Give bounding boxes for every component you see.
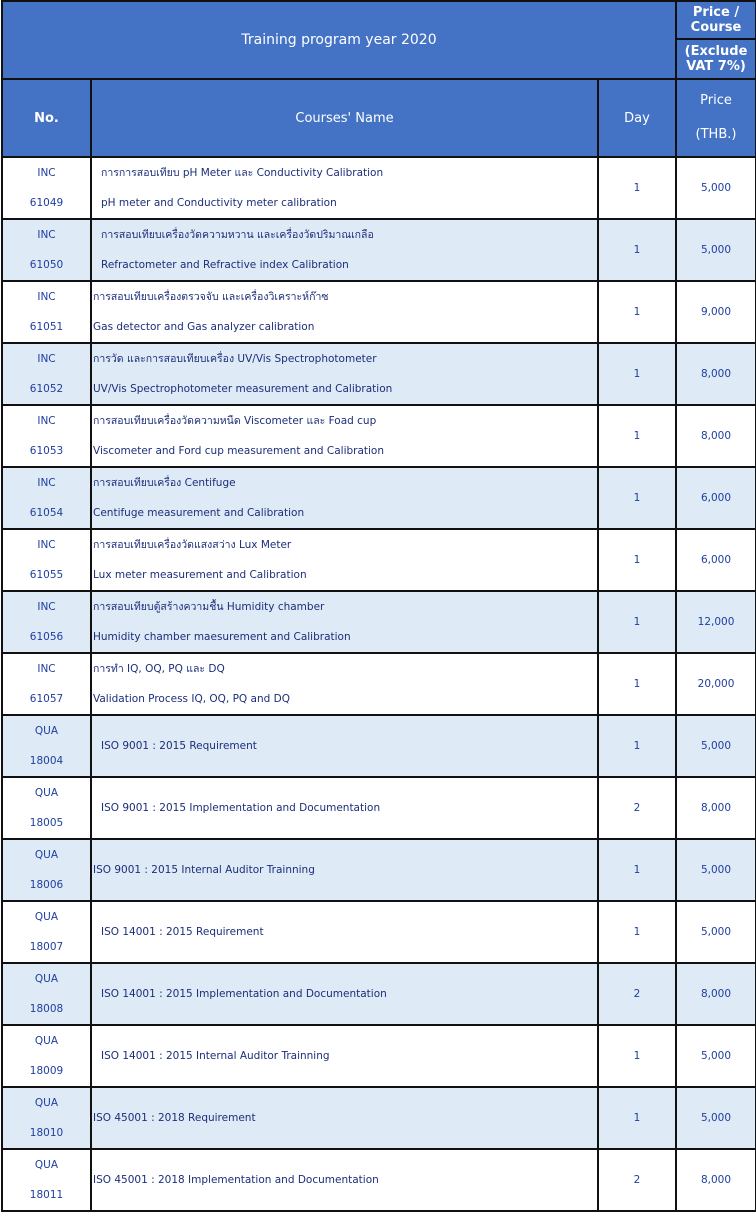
price-header-unit: (THB.): [695, 127, 737, 142]
course-name-thai: การสอบเทียบเครื่องวัดแสงสว่าง Lux Meter: [93, 539, 292, 551]
course-name: [91, 529, 598, 591]
table-row: [2, 1149, 756, 1211]
course-name: [91, 1087, 598, 1149]
course-days: 1: [598, 157, 676, 219]
course-days: 1: [598, 343, 676, 405]
course-price: 5,000: [676, 1025, 756, 1087]
course-price: 5,000: [676, 839, 756, 901]
course-number: 61053: [29, 445, 64, 457]
course-name-english: Refractometer and Refractive index Calibration: [101, 259, 349, 271]
course-name-english: UV/Vis Spectrophotometer measurement and Calibration: [93, 383, 393, 395]
table-title: Training program year 2020: [2, 1, 676, 79]
course-price: 5,000: [676, 715, 756, 777]
course-prefix: QUA: [34, 849, 59, 861]
course-name: [91, 157, 598, 219]
course-code: [2, 963, 91, 1025]
course-price: 8,000: [676, 343, 756, 405]
course-days: 1: [598, 591, 676, 653]
course-number: 18006: [29, 879, 64, 891]
course-name: [91, 653, 598, 715]
course-prefix: QUA: [34, 911, 59, 923]
course-number: 61051: [29, 321, 64, 333]
course-number: 61049: [29, 197, 64, 209]
course-prefix: QUA: [34, 973, 59, 985]
training-program-table: [1, 0, 756, 1212]
course-price: 8,000: [676, 1149, 756, 1211]
course-prefix: QUA: [34, 1097, 59, 1109]
course-name-text: ISO 9001 : 2015 Requirement: [101, 740, 257, 752]
course-prefix: INC: [37, 229, 56, 241]
column-header-no: No.: [2, 79, 91, 157]
course-days: 2: [598, 777, 676, 839]
course-code: [2, 715, 91, 777]
course-number: 18007: [29, 941, 64, 953]
course-name: [91, 715, 598, 777]
course-price: 8,000: [676, 777, 756, 839]
course-name-english: Lux meter measurement and Calibration: [93, 569, 307, 581]
course-name: [91, 777, 598, 839]
course-name: [91, 281, 598, 343]
course-price: 5,000: [676, 1087, 756, 1149]
course-name: [91, 343, 598, 405]
course-name: [91, 591, 598, 653]
course-prefix: INC: [37, 291, 56, 303]
price-header-label: Price: [700, 93, 732, 108]
table-row: [2, 839, 756, 901]
course-name: [91, 1149, 598, 1211]
course-name: [91, 405, 598, 467]
course-price: 6,000: [676, 529, 756, 591]
course-prefix: QUA: [34, 1159, 59, 1171]
course-name-thai: การสอบเทียบเครื่องวัดความหนืด Viscometer และ Foad cup: [93, 415, 377, 427]
course-days: 1: [598, 281, 676, 343]
course-days: 1: [598, 467, 676, 529]
course-name: [91, 901, 598, 963]
course-prefix: INC: [37, 601, 56, 613]
course-code: [2, 839, 91, 901]
course-code: [2, 467, 91, 529]
table-row: [2, 901, 756, 963]
course-code: [2, 901, 91, 963]
course-days: 1: [598, 529, 676, 591]
course-days: 1: [598, 405, 676, 467]
course-name-text: ISO 9001 : 2015 Internal Auditor Trainning: [93, 864, 315, 876]
course-price: 5,000: [676, 219, 756, 281]
course-name-english: Gas detector and Gas analyzer calibration: [93, 321, 315, 333]
course-code: [2, 157, 91, 219]
course-code: [2, 1025, 91, 1087]
course-name: [91, 467, 598, 529]
course-code: [2, 653, 91, 715]
course-name-text: ISO 14001 : 2015 Internal Auditor Trainning: [101, 1050, 330, 1062]
course-number: 18010: [29, 1127, 64, 1139]
table-row: [2, 777, 756, 839]
course-code: [2, 281, 91, 343]
course-price: 5,000: [676, 157, 756, 219]
course-number: 18009: [29, 1065, 64, 1077]
course-name-thai: การสอบเทียบตู้สร้างความชื้น Humidity chamber: [93, 601, 325, 613]
course-days: 1: [598, 653, 676, 715]
course-name: [91, 839, 598, 901]
course-number: 61052: [29, 383, 64, 395]
course-prefix: INC: [37, 167, 56, 179]
course-name-text: ISO 45001 : 2018 Implementation and Documentation: [93, 1174, 379, 1186]
course-days: 2: [598, 1149, 676, 1211]
course-name-text: ISO 45001 : 2018 Requirement: [93, 1112, 256, 1124]
course-name-thai: การการสอบเทียบ pH Meter และ Conductivity Calibration: [101, 167, 384, 179]
table-row: [2, 653, 756, 715]
course-days: 1: [598, 839, 676, 901]
table-row: [2, 157, 756, 219]
course-name-thai: การทำ IQ, OQ, PQ และ DQ: [93, 663, 225, 675]
price-per-course-header: Price / Course: [676, 1, 756, 39]
course-name-english: Humidity chamber maesurement and Calibration: [93, 631, 351, 643]
course-code: [2, 529, 91, 591]
course-price: 9,000: [676, 281, 756, 343]
course-name-thai: การสอบเทียบเครื่องตรวจจับ และเครื่องวิเคราะห์ก๊าซ: [93, 291, 329, 303]
course-name-text: ISO 14001 : 2015 Implementation and Documentation: [101, 988, 387, 1000]
vat-note-header: (Exclude VAT 7%): [676, 39, 756, 79]
course-name-english: Viscometer and Ford cup measurement and Calibration: [93, 445, 385, 457]
course-name-text: ISO 9001 : 2015 Implementation and Documentation: [101, 802, 381, 814]
course-price: 20,000: [676, 653, 756, 715]
course-prefix: QUA: [34, 1035, 59, 1047]
course-prefix: INC: [37, 663, 56, 675]
course-name-thai: การสอบเทียบเครื่อง Centifuge: [93, 477, 236, 489]
course-number: 18008: [29, 1003, 64, 1015]
course-prefix: QUA: [34, 725, 59, 737]
course-price: 6,000: [676, 467, 756, 529]
course-prefix: QUA: [34, 787, 59, 799]
table-row: [2, 591, 756, 653]
course-name-thai: การวัด และการสอบเทียบเครื่อง UV/Vis Spectrophotometer: [93, 353, 377, 365]
course-code: [2, 591, 91, 653]
table-row: [2, 405, 756, 467]
course-days: 2: [598, 963, 676, 1025]
course-number: 18011: [29, 1189, 64, 1201]
column-header-day: Day: [598, 79, 676, 157]
course-code: [2, 1149, 91, 1211]
course-code: [2, 777, 91, 839]
course-name-text: ISO 14001 : 2015 Requirement: [101, 926, 264, 938]
course-name: [91, 963, 598, 1025]
course-code: [2, 343, 91, 405]
table-row: [2, 343, 756, 405]
course-number: 61055: [29, 569, 64, 581]
course-days: 1: [598, 1025, 676, 1087]
table-row: [2, 529, 756, 591]
course-code: [2, 1087, 91, 1149]
course-days: 1: [598, 1087, 676, 1149]
course-number: 61054: [29, 507, 64, 519]
course-name-thai: การสอบเทียบเครื่องวัดความหวาน และเครื่องวัดปริมาณเกลือ: [101, 229, 374, 241]
column-header-course-name: Courses' Name: [91, 79, 598, 157]
course-number: 61056: [29, 631, 64, 643]
table-row: [2, 715, 756, 777]
course-name-english: pH meter and Conductivity meter calibration: [101, 197, 337, 209]
course-number: 61057: [29, 693, 64, 705]
table-row: [2, 467, 756, 529]
table-row: [2, 281, 756, 343]
column-header-price: [676, 79, 756, 157]
course-price: 8,000: [676, 405, 756, 467]
course-code: [2, 405, 91, 467]
table-row: [2, 219, 756, 281]
course-name: [91, 219, 598, 281]
table-row: [2, 1025, 756, 1087]
course-days: 1: [598, 219, 676, 281]
course-number: 61050: [29, 259, 64, 271]
course-prefix: INC: [37, 415, 56, 427]
course-code: [2, 219, 91, 281]
course-days: 1: [598, 715, 676, 777]
course-number: 18004: [29, 755, 64, 767]
table-row: [2, 1087, 756, 1149]
table-row: [2, 963, 756, 1025]
course-prefix: INC: [37, 353, 56, 365]
course-days: 1: [598, 901, 676, 963]
course-price: 8,000: [676, 963, 756, 1025]
course-price: 12,000: [676, 591, 756, 653]
course-number: 18005: [29, 817, 64, 829]
course-name: [91, 1025, 598, 1087]
course-price: 5,000: [676, 901, 756, 963]
course-prefix: INC: [37, 539, 56, 551]
course-name-english: Centifuge measurement and Calibration: [93, 507, 305, 519]
course-name-english: Validation Process IQ, OQ, PQ and DQ: [93, 693, 290, 705]
course-prefix: INC: [37, 477, 56, 489]
